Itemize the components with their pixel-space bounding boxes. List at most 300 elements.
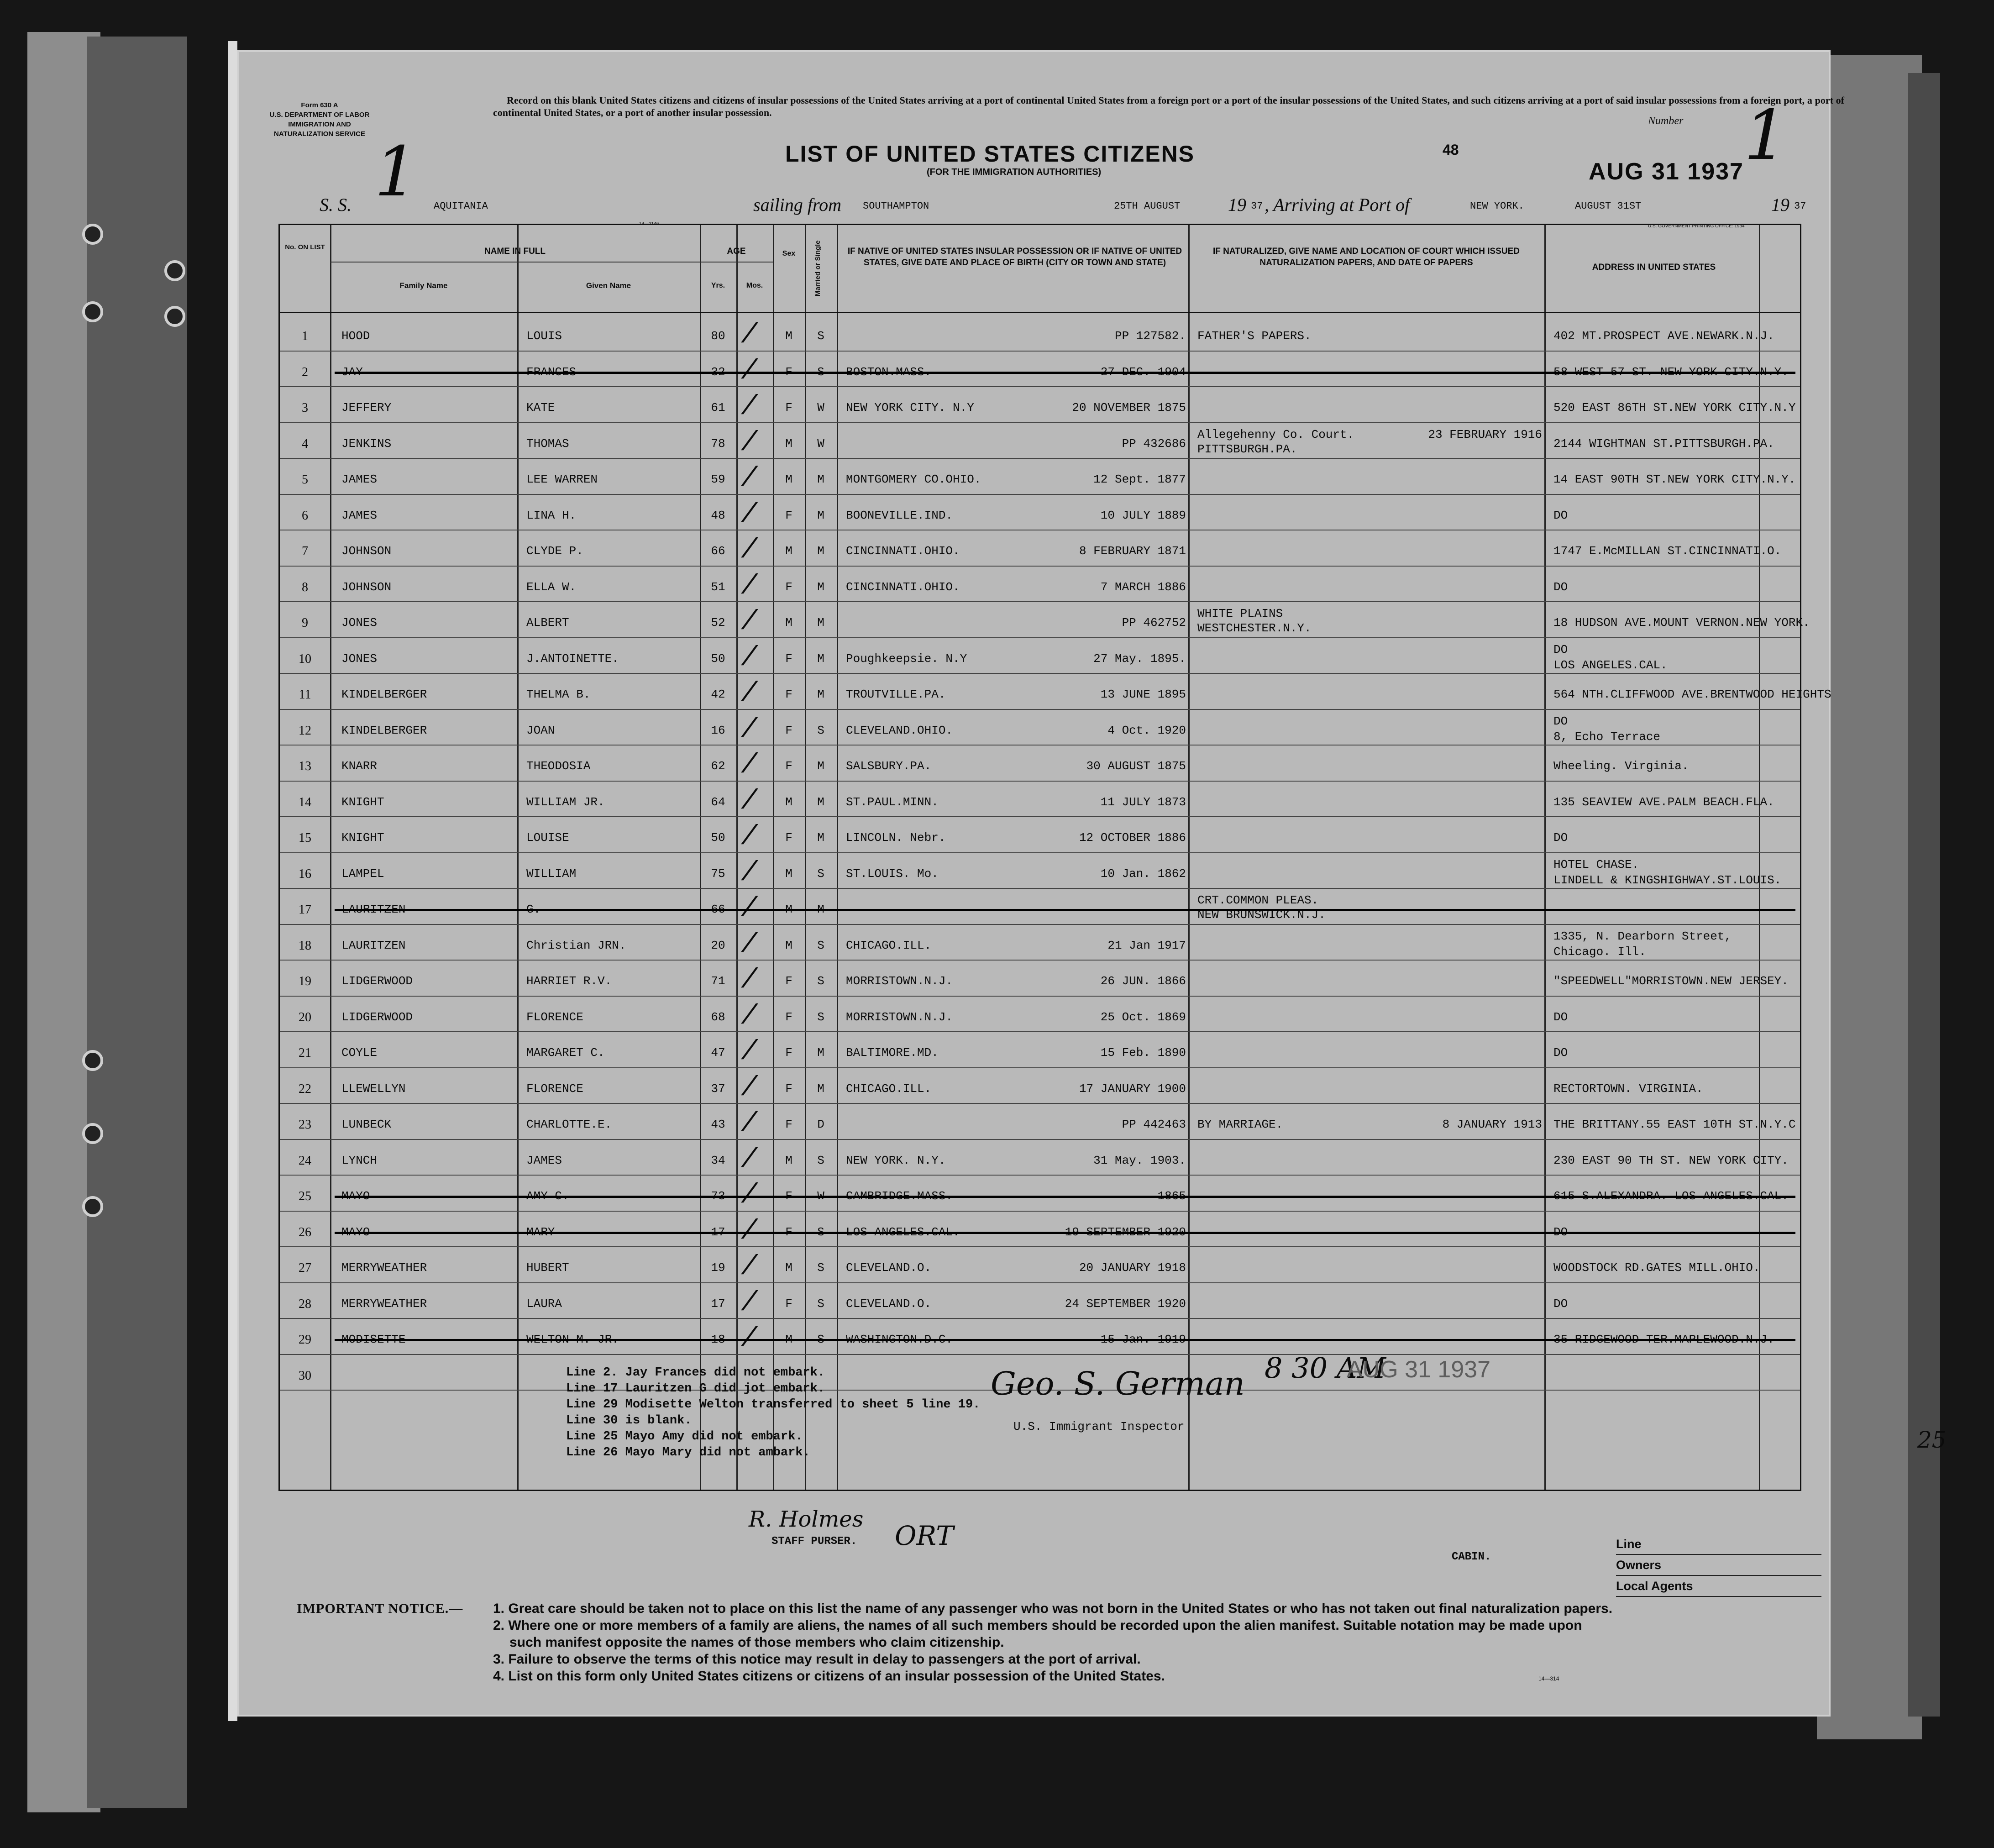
cell-ms: M — [817, 1082, 824, 1096]
number-value: 1 — [1744, 96, 1788, 175]
note-line: Line 29 Modisette Welton transferred to sheet 5 line 19. — [566, 1398, 981, 1412]
cell-addr1: 14 EAST 90TH ST.NEW YORK CITY.N.Y. — [1553, 472, 1796, 486]
cell-court-line2: WESTCHESTER.N.Y. — [1197, 621, 1312, 635]
cell-date: 24 SEPTEMBER 1920 — [1065, 1297, 1186, 1311]
cell-yrs: 51 — [711, 580, 725, 594]
cell-family: LIDGERWOOD — [341, 974, 413, 988]
mos-tick-mark: / — [741, 929, 758, 961]
notes-block — [566, 1365, 980, 1461]
cell-date: 20 JANUARY 1918 — [1079, 1261, 1186, 1275]
cell-n: 1 — [302, 329, 308, 343]
cell-yrs: 18 — [711, 1333, 725, 1346]
cell-court-date: 8 JANUARY 1913 — [1442, 1118, 1542, 1131]
printer-code: 14—2146 — [639, 221, 659, 226]
cell-addr1: 615 S.ALEXANDRA. LOS ANGELES.CAL. — [1553, 1189, 1789, 1203]
cell-n: 21 — [299, 1046, 311, 1060]
cell-given: FLORENCE — [526, 1082, 583, 1096]
cell-ms: S — [817, 1261, 824, 1275]
cell-ms: M — [817, 831, 824, 845]
cell-family: MODISETTE — [341, 1333, 406, 1346]
paper-stack-edge — [1817, 55, 1922, 1739]
cell-sex: M — [785, 544, 792, 558]
cell-n: 4 — [302, 436, 308, 451]
cell-date: 1865 — [1157, 1189, 1186, 1203]
cell-family: JAMES — [341, 508, 378, 522]
cell-n: 27 — [299, 1261, 311, 1275]
header-age: AGE — [727, 247, 746, 256]
cell-sex: F — [785, 651, 792, 666]
cell-addr1: 2144 WIGHTMAN ST.PITTSBURGH.PA. — [1553, 436, 1774, 451]
cell-place: BOONEVILLE.IND. — [846, 508, 953, 522]
cell-family: JAMES — [341, 472, 378, 486]
cell-ms: S — [817, 329, 824, 343]
mos-tick-mark: / — [741, 1001, 758, 1032]
notice-label: IMPORTANT NOTICE.— — [297, 1601, 463, 1616]
mos-tick-mark: / — [741, 678, 758, 709]
cell-family: KNIGHT — [341, 831, 384, 845]
cell-given: ELLA W. — [526, 580, 577, 594]
cell-addr1: 58 WEST 57 ST. NEW YORK CITY.N.Y. — [1553, 365, 1789, 379]
row-divider — [280, 888, 1800, 889]
cell-n: 17 — [299, 903, 311, 917]
cell-family: JENKINS — [341, 436, 392, 451]
row-divider — [280, 996, 1800, 997]
handwritten-list-mark: 1 — [374, 132, 418, 212]
cell-family: COYLE — [341, 1046, 378, 1060]
sailing-port: SOUTHAMPTON — [863, 200, 929, 212]
cell-date: 19 SEPTEMBER 1920 — [1065, 1225, 1186, 1239]
cell-addr1: DO — [1553, 1297, 1568, 1311]
mos-tick-mark: / — [741, 786, 758, 817]
mos-tick-mark: / — [741, 1037, 758, 1068]
purser-initials: ORT — [895, 1520, 954, 1551]
cell-yrs: 52 — [711, 616, 725, 630]
col-divider — [736, 225, 738, 1490]
header-married: Married or Single — [814, 240, 822, 297]
mos-tick-mark: / — [741, 463, 758, 494]
cell-given: J.ANTOINETTE. — [526, 651, 619, 666]
page-subtitle: (FOR THE IMMIGRATION AUTHORITIES) — [927, 167, 1102, 177]
form-instructions: Record on this blank United States citizens and citizens of insular possessions of the United States arriving at a port of continental United States from a foreign port or a port of the insular possessions of the United States, and such citizens arriving at a port of said insular possessions from a foreign port, a port of continental United States, or a port of another insular possession. — [493, 94, 1844, 118]
cell-ms: M — [817, 544, 824, 558]
cell-family: JEFFERY — [341, 401, 392, 415]
mos-tick-mark: / — [741, 714, 758, 746]
mos-tick-mark: / — [741, 1072, 758, 1104]
cell-place: MORRISTOWN.N.J. — [846, 1010, 953, 1024]
strike-through-line — [335, 1196, 1795, 1198]
cell-given: JAMES — [526, 1153, 562, 1167]
arrival-date: AUGUST 31ST — [1575, 200, 1642, 212]
cell-court: CRT.COMMON PLEAS. — [1197, 893, 1319, 907]
row-divider — [280, 1139, 1800, 1140]
row-divider — [280, 1175, 1800, 1176]
cell-family: LAMPEL — [341, 866, 384, 881]
cell-ms: M — [817, 795, 824, 809]
cell-place: CLEVELAND.OHIO. — [846, 723, 953, 737]
cell-given: WELTON M. JR. — [526, 1333, 619, 1346]
cell-n: 9 — [302, 616, 308, 630]
row-divider — [280, 1282, 1800, 1283]
cell-sex: M — [785, 1153, 792, 1167]
cell-ms: S — [817, 365, 824, 379]
cell-family: JONES — [341, 651, 378, 666]
cell-date: 26 JUN. 1866 — [1100, 974, 1186, 988]
cell-family: KNARR — [341, 759, 378, 773]
cell-addr1: 1747 E.McMILLAN ST.CINCINNATI.O. — [1553, 544, 1782, 558]
binder-hole — [82, 1123, 103, 1144]
cell-given: LAURA — [526, 1297, 562, 1311]
note-line: Line 30 is blank. — [566, 1414, 692, 1428]
cell-place: CHICAGO.ILL. — [846, 1082, 932, 1096]
cell-yrs: 75 — [711, 866, 725, 881]
cell-n: 20 — [299, 1010, 311, 1024]
cell-n: 12 — [299, 723, 311, 738]
inspector-title: U.S. Immigrant Inspector — [1013, 1420, 1185, 1433]
cell-given: CLYDE P. — [526, 544, 583, 558]
cell-sex: F — [785, 401, 792, 415]
cell-place: BALTIMORE.MD. — [846, 1046, 939, 1060]
cell-sex: F — [785, 759, 792, 773]
row-divider — [280, 924, 1800, 925]
cell-given: AMY C. — [526, 1189, 569, 1203]
paper-stack-shadow — [1908, 73, 1940, 1717]
cell-date: 15 Jan. 1919 — [1100, 1333, 1186, 1346]
cell-ms: M — [817, 508, 824, 522]
mos-tick-mark: / — [741, 1144, 758, 1176]
cell-yrs: 59 — [711, 472, 725, 486]
cell-sex: F — [785, 365, 792, 379]
cell-ms: S — [817, 1333, 824, 1346]
cell-given: WILLIAM — [526, 866, 577, 881]
cell-given: G. — [526, 903, 541, 916]
cell-given: CHARLOTTE.E. — [526, 1118, 612, 1131]
cell-sex: F — [785, 1082, 792, 1096]
col-divider — [700, 225, 701, 1490]
cell-family: JOHNSON — [341, 544, 392, 558]
notice-item: 2. Where one or more members of a family are aliens, the names of all such members should be recorded upon the alien manifest. Suitable notation may be made upon — [493, 1618, 1582, 1633]
mos-tick-mark: / — [741, 427, 758, 459]
cell-yrs: 71 — [711, 974, 725, 988]
cell-given: MARY — [526, 1225, 555, 1239]
cell-sex: F — [785, 1225, 792, 1239]
row-divider — [280, 1067, 1800, 1068]
row-divider — [280, 781, 1800, 782]
header-no: No. ON LIST — [285, 243, 325, 251]
printer-code-2: U.S. GOVERNMENT PRINTING OFFICE: 1934 — [1648, 224, 1745, 229]
cell-ms: S — [817, 1153, 824, 1167]
note-line: Line 25 Mayo Amy did not embark. — [566, 1430, 803, 1444]
binder-hole — [82, 224, 103, 245]
cell-addr1: DO — [1553, 1046, 1568, 1060]
cell-given: FLORENCE — [526, 1010, 583, 1024]
cell-place: CLEVELAND.O. — [846, 1261, 932, 1275]
inspector-signature: Geo. S. German — [991, 1365, 1245, 1402]
cell-addr1: 564 NTH.CLIFFWOOD AVE.BRENTWOOD HEIGHTS — [1553, 688, 1831, 701]
note-line: Line 17 Lauritzen G did jot embark. — [566, 1382, 825, 1396]
cell-n: 10 — [299, 651, 311, 666]
strike-through-line — [335, 1232, 1795, 1234]
cell-n: 26 — [299, 1225, 311, 1239]
cell-addr1: 230 EAST 90 TH ST. NEW YORK CITY. — [1553, 1153, 1789, 1167]
cell-date: 21 Jan 1917 — [1107, 938, 1186, 952]
notice-item: 4. List on this form only United States citizens or citizens of an insular possession of the United States. — [493, 1669, 1165, 1684]
department: U.S. DEPARTMENT OF LABOR — [269, 111, 370, 119]
arrival-year-prefix: 19 — [1771, 194, 1789, 215]
cell-addr1: DO — [1553, 1225, 1568, 1239]
cell-given: LOUIS — [526, 329, 562, 343]
row-divider — [280, 960, 1800, 961]
cell-date: 12 Sept. 1877 — [1093, 472, 1186, 486]
cell-ms: S — [817, 974, 824, 988]
cell-address-line2: LOS ANGELES.CAL. — [1553, 658, 1668, 672]
cell-place: NEW YORK CITY. N.Y — [846, 401, 974, 415]
binder-hole — [82, 1050, 103, 1071]
cell-sex: M — [785, 436, 792, 451]
row-divider — [280, 351, 1800, 352]
sailing-year-prefix: 19 — [1228, 194, 1246, 215]
cell-addr1: 1335, N. Dearborn Street, — [1553, 929, 1732, 943]
row-divider — [280, 637, 1800, 638]
cell-n: 7 — [302, 544, 308, 558]
cell-date: 10 Jan. 1862 — [1100, 866, 1186, 881]
cell-n: 8 — [302, 580, 308, 594]
cell-family: MAYO — [341, 1189, 370, 1203]
cell-n: 29 — [299, 1333, 311, 1347]
mos-tick-mark: / — [741, 1216, 758, 1247]
agents-block — [1616, 1534, 1821, 1597]
cell-sex: M — [785, 1261, 792, 1275]
cell-sex: M — [785, 938, 792, 952]
mos-tick-mark: / — [741, 965, 758, 996]
mos-tick-mark: / — [741, 571, 758, 602]
cell-given: HARRIET R.V. — [526, 974, 612, 988]
cell-addr1: WOODSTOCK RD.GATES MILL.OHIO. — [1553, 1261, 1760, 1275]
cell-given: THEODOSIA — [526, 759, 591, 773]
cell-n: 24 — [299, 1153, 311, 1168]
cell-place: Poughkeepsie. N.Y — [846, 651, 967, 666]
cell-addr1: DO — [1553, 714, 1568, 728]
cell-family: LAURITZEN — [341, 903, 406, 916]
cell-addr1: DO — [1553, 831, 1568, 845]
cell-date: PP 462752 — [1122, 616, 1186, 630]
manifest-page — [237, 50, 1947, 1717]
arrival-port: NEW YORK. — [1470, 200, 1524, 212]
row-divider — [280, 566, 1800, 567]
cell-address-line2: Chicago. Ill. — [1553, 945, 1646, 959]
cell-sex: F — [785, 508, 792, 522]
cell-n: 2 — [302, 365, 308, 379]
row-divider — [280, 1318, 1800, 1319]
cell-ms: M — [817, 1046, 824, 1060]
cell-ms: S — [817, 1297, 824, 1311]
cell-sex: F — [785, 974, 792, 988]
voyage-line — [320, 194, 1835, 221]
cell-date: PP 127582. — [1114, 329, 1186, 343]
strike-through-line — [335, 372, 1795, 374]
cell-addr1: HOTEL CHASE. — [1553, 857, 1639, 872]
cell-n: 6 — [302, 508, 308, 523]
cell-court: Allegehenny Co. Court. — [1197, 427, 1354, 441]
cell-address-line2: 8, Echo Terrace — [1553, 730, 1661, 744]
row-divider — [280, 1211, 1800, 1212]
cell-date: 10 JULY 1889 — [1100, 508, 1186, 522]
cell-date: 4 Oct. 1920 — [1107, 723, 1186, 737]
row-divider — [280, 1031, 1800, 1032]
cell-addr1: 18 HUDSON AVE.MOUNT VERNON.NEW YORK. — [1553, 616, 1810, 630]
cell-addr1: 135 SEAVIEW AVE.PALM BEACH.FLA. — [1553, 795, 1774, 809]
cell-given: ALBERT — [526, 616, 569, 630]
mos-tick-mark: / — [741, 857, 758, 889]
mos-tick-mark: / — [741, 1108, 758, 1139]
owners-field: Owners — [1616, 1555, 1821, 1576]
cell-date: 20 NOVEMBER 1875 — [1072, 401, 1186, 415]
header-birth: IF NATIVE OF UNITED STATES INSULAR POSSESSION OR IF NATIVE OF UNITED STATES, GIVE DATE AND PLACE OF BIRTH (CITY OR TOWN AND STATE) — [847, 247, 1182, 268]
mos-tick-mark: / — [741, 642, 758, 674]
cell-sex: F — [785, 1189, 792, 1203]
cell-addr1: 402 MT.PROSPECT AVE.NEWARK.N.J. — [1553, 329, 1774, 343]
cell-given: LINA H. — [526, 508, 577, 522]
cell-yrs: 17 — [711, 1297, 725, 1311]
cell-date: 25 Oct. 1869 — [1100, 1010, 1186, 1024]
cell-yrs: 62 — [711, 759, 725, 773]
cabin-class: CABIN. — [1452, 1551, 1491, 1563]
cell-ms: S — [817, 1225, 824, 1239]
cell-place: WASHINGTON.D.C. — [846, 1333, 953, 1346]
cell-n: 15 — [299, 831, 311, 845]
page-edge — [228, 41, 237, 1721]
purser-title: STAFF PURSER. — [771, 1535, 857, 1548]
form-identifier — [265, 100, 374, 139]
cell-ms: S — [817, 1010, 824, 1024]
cell-given: WILLIAM JR. — [526, 795, 605, 809]
cell-court: WHITE PLAINS — [1197, 607, 1283, 620]
header-name: NAME IN FULL — [484, 247, 546, 256]
notice-item: 1. Great care should be taken not to place on this list the name of any passenger who was not born in the United States or who has not taken out final naturalization papers. — [493, 1601, 1613, 1616]
cell-sex: F — [785, 1118, 792, 1131]
header-address: ADDRESS IN UNITED STATES — [1592, 262, 1716, 272]
cell-yrs: 34 — [711, 1153, 725, 1167]
cell-ms: M — [817, 472, 824, 486]
cell-ms: S — [817, 723, 824, 737]
cell-place: TROUTVILLE.PA. — [846, 688, 946, 701]
cell-yrs: 64 — [711, 795, 725, 809]
cell-yrs: 66 — [711, 903, 725, 916]
binder-hole — [164, 260, 185, 281]
header-sex: Sex — [782, 250, 796, 257]
cell-given: JOAN — [526, 723, 555, 737]
cell-n: 23 — [299, 1118, 311, 1132]
cell-family: LIDGERWOOD — [341, 1010, 413, 1024]
cell-sex: F — [785, 1297, 792, 1311]
date-stamp-top: AUG 31 1937 — [1589, 158, 1744, 185]
sailing-date: 25TH AUGUST — [1114, 200, 1181, 212]
cell-family: MERRYWEATHER — [341, 1297, 427, 1311]
note-line: Line 26 Mayo Mary did not ambark. — [566, 1446, 810, 1460]
cell-ms: M — [817, 759, 824, 773]
mos-tick-mark: / — [741, 499, 758, 530]
cell-date: 31 May. 1903. — [1093, 1153, 1186, 1167]
cell-addr1: 520 EAST 86TH ST.NEW YORK CITY.N.Y — [1553, 401, 1796, 415]
cell-court-line2: NEW BRUNSWICK.N.J. — [1197, 908, 1326, 922]
cell-family: KINDELBERGER — [341, 688, 427, 701]
cell-address-line2: LINDELL & KINGSHIGHWAY.ST.LOUIS. — [1553, 873, 1782, 887]
row-divider — [280, 601, 1800, 602]
cell-ms: M — [817, 651, 824, 666]
row-divider — [280, 709, 1800, 710]
cell-ms: M — [817, 580, 824, 594]
cell-n: 19 — [299, 974, 311, 988]
cell-date: PP 432686 — [1122, 436, 1186, 451]
row-divider — [280, 673, 1800, 674]
cell-court: BY MARRIAGE. — [1197, 1118, 1283, 1131]
cell-addr1: Wheeling. Virginia. — [1553, 759, 1689, 773]
cell-ms: W — [817, 1189, 824, 1203]
binder-hole — [164, 306, 185, 327]
cell-n: 5 — [302, 472, 308, 487]
cell-addr1: DO — [1553, 642, 1568, 656]
row-divider — [280, 458, 1800, 459]
cell-family: LAURITZEN — [341, 938, 406, 952]
cell-n: 25 — [299, 1189, 311, 1203]
cell-n: 13 — [299, 759, 311, 773]
cell-date: 27 May. 1895. — [1093, 651, 1186, 666]
col-divider — [1544, 225, 1546, 1490]
note-line: Line 2. Jay Frances did not embark. — [566, 1366, 825, 1380]
cell-yrs: 47 — [711, 1046, 725, 1060]
cell-place: LINCOLN. Nebr. — [846, 831, 946, 845]
cell-yrs: 48 — [711, 508, 725, 522]
row-divider — [280, 422, 1800, 423]
mos-tick-mark: / — [741, 1323, 758, 1354]
arriving-label: , Arriving at Port of — [1265, 194, 1410, 215]
cell-date: 11 JULY 1873 — [1100, 795, 1186, 809]
cell-date: 17 JANUARY 1900 — [1079, 1082, 1186, 1096]
cell-given: LEE WARREN — [526, 472, 598, 486]
cell-place: NEW YORK. N.Y. — [846, 1153, 946, 1167]
col-divider — [517, 225, 519, 1490]
cell-sex: F — [785, 831, 792, 845]
cell-addr1: THE BRITTANY.55 EAST 10TH ST.N.Y.C — [1553, 1118, 1796, 1131]
page-number: 25 — [1917, 1427, 1947, 1453]
important-notice — [297, 1600, 1831, 1685]
local-agents-field: Local Agents — [1616, 1576, 1821, 1597]
cell-sex: F — [785, 688, 792, 701]
cell-given: KATE — [526, 401, 555, 415]
cell-court-date: 23 FEBRUARY 1916 — [1428, 427, 1542, 441]
cell-date: 30 AUGUST 1875 — [1086, 759, 1186, 773]
mos-tick-mark: / — [741, 392, 758, 423]
cell-yrs: 78 — [711, 436, 725, 451]
service: IMMIGRATION AND NATURALIZATION SERVICE — [273, 121, 365, 138]
cell-ms: W — [817, 436, 824, 451]
cell-date: 13 JUNE 1895 — [1100, 688, 1186, 701]
cell-place: CINCINNATI.OHIO. — [846, 544, 960, 558]
cell-family: LLEWELLYN — [341, 1082, 406, 1096]
cell-yrs: 16 — [711, 723, 725, 737]
cell-date: PP 442463 — [1122, 1118, 1186, 1131]
cell-ms: S — [817, 866, 824, 881]
cell-family: JONES — [341, 616, 378, 630]
cell-family: KINDELBERGER — [341, 723, 427, 737]
cell-sex: M — [785, 795, 792, 809]
cell-place: CHICAGO.ILL. — [846, 938, 932, 952]
cell-family: JOHNSON — [341, 580, 392, 594]
cell-family: MAYO — [341, 1225, 370, 1239]
mos-tick-mark: / — [741, 822, 758, 853]
passenger-table — [278, 224, 1831, 1491]
header-yrs: Yrs. — [711, 282, 725, 289]
row-divider — [280, 852, 1800, 853]
